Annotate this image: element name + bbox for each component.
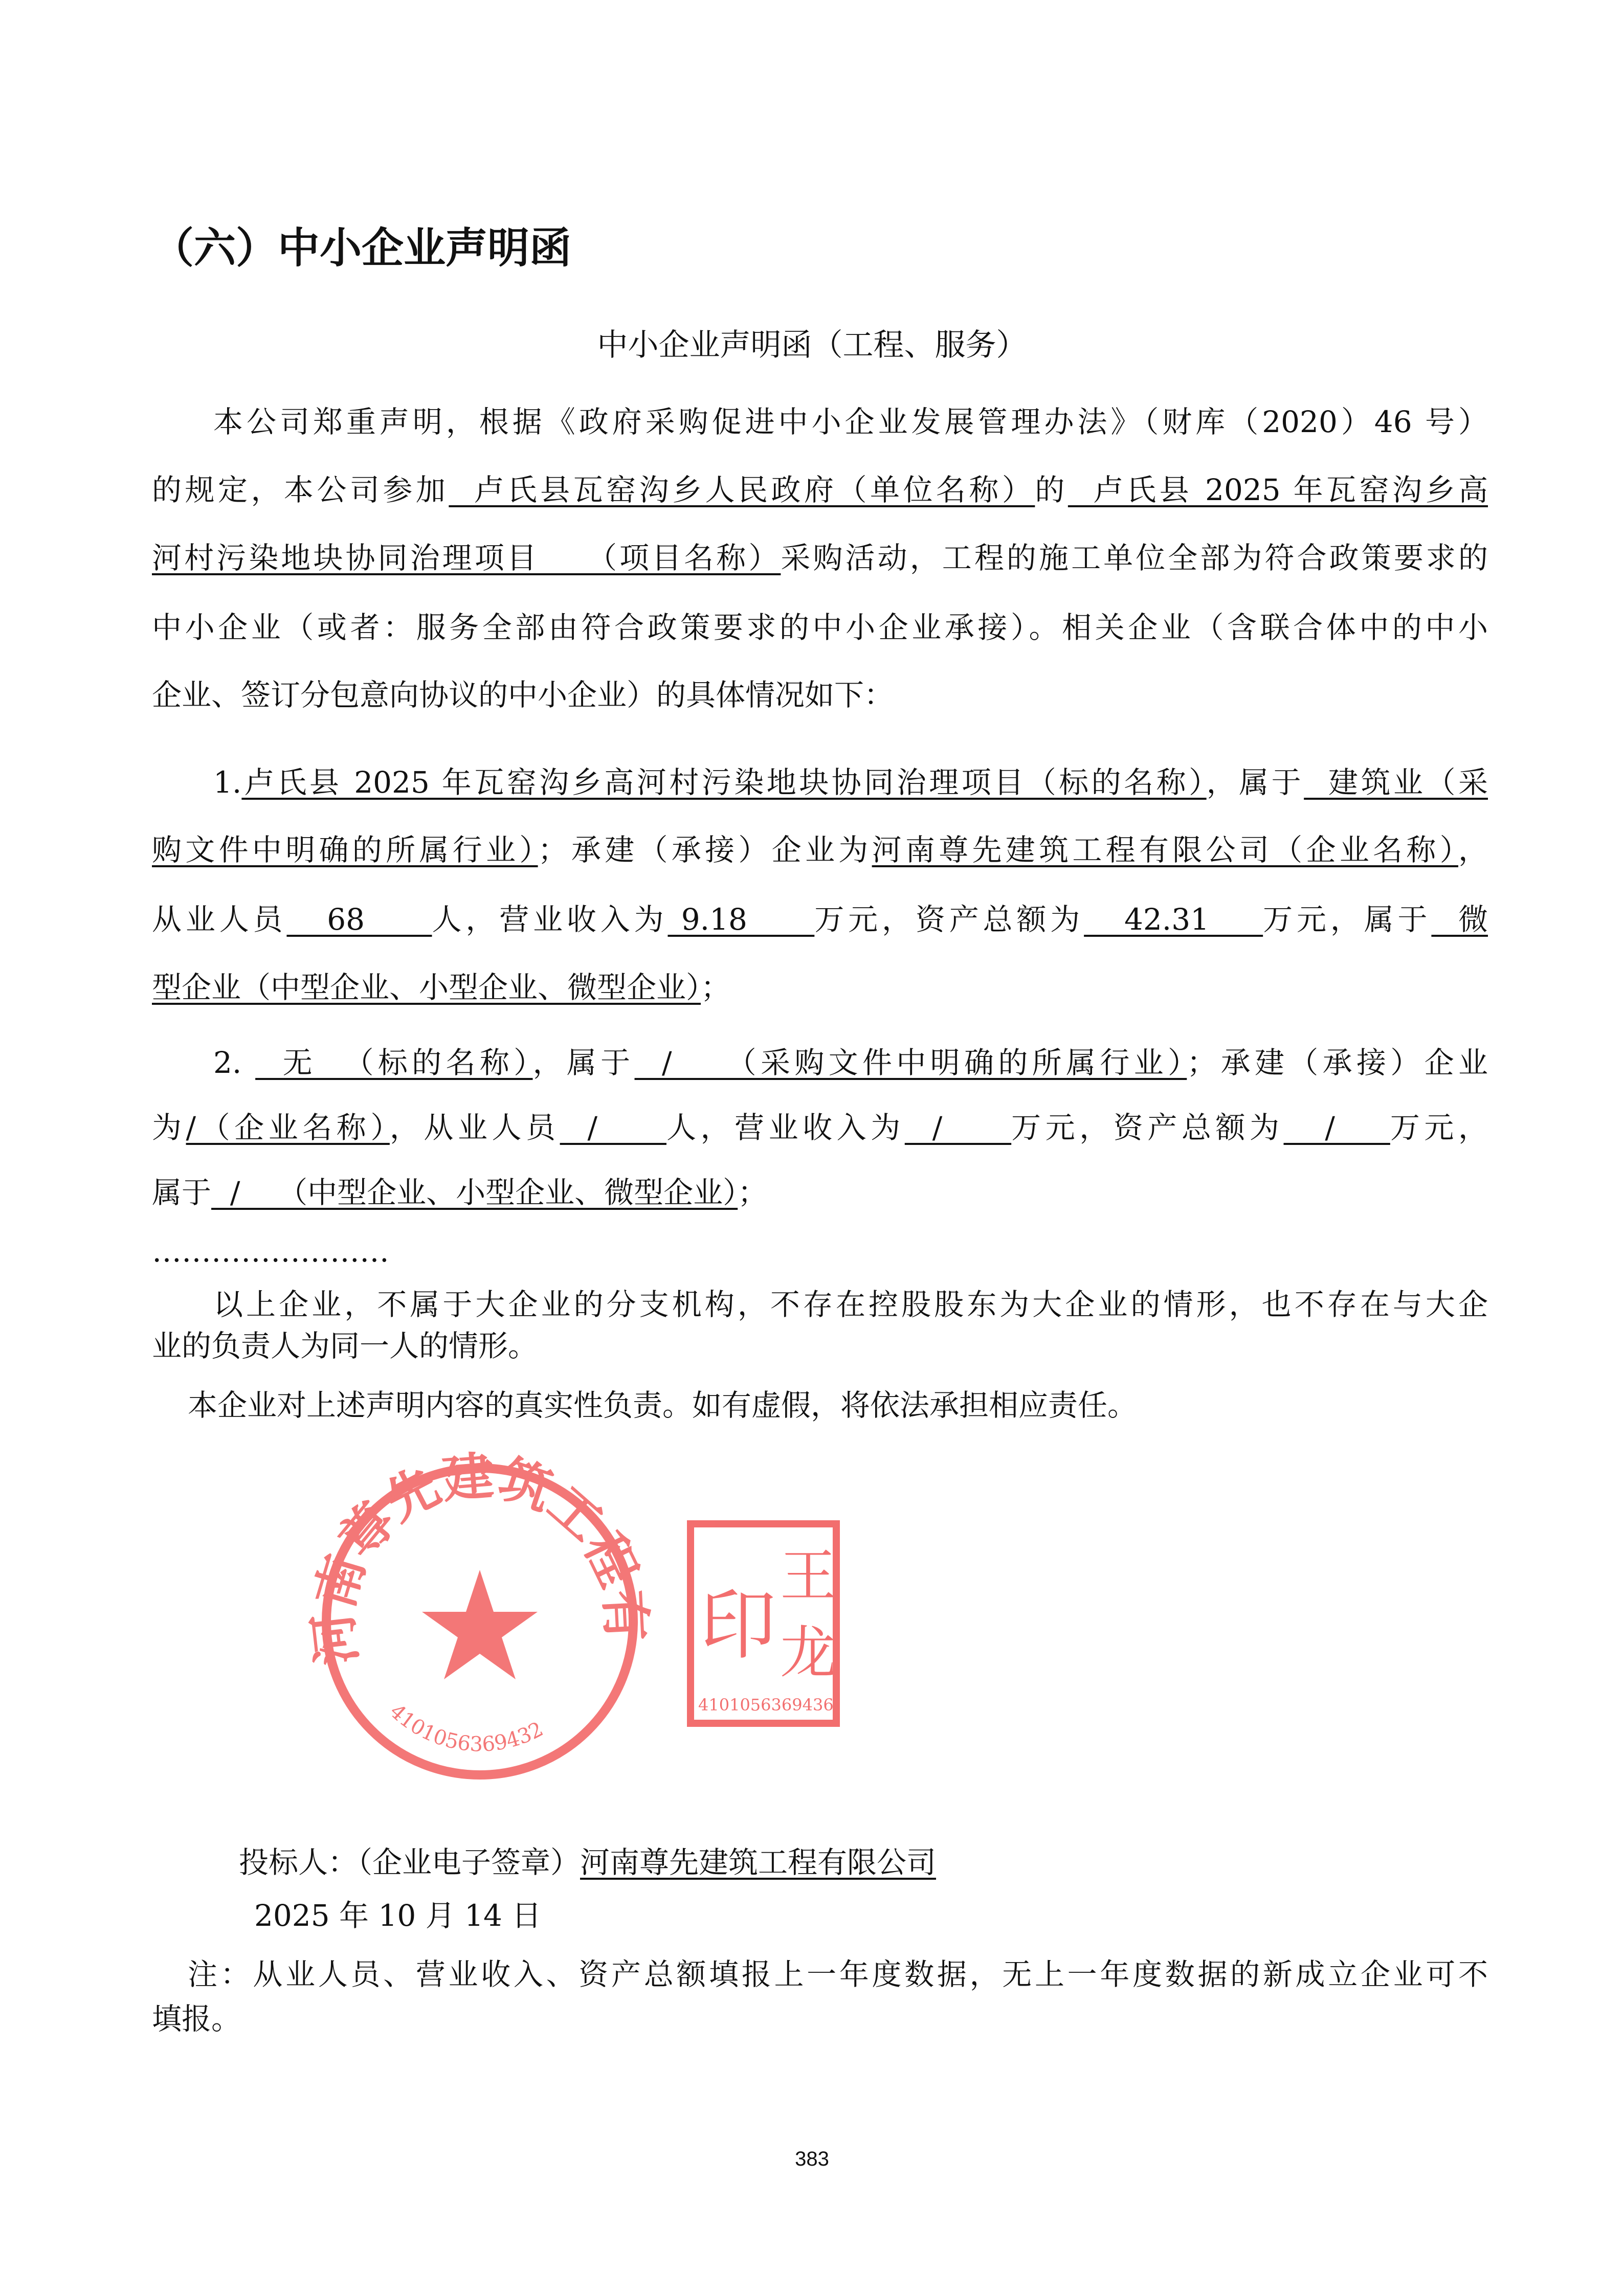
text-segment: 万元，属于 (1263, 902, 1432, 937)
text-line (152, 762, 1488, 803)
company-seal-text: 河南尊先建筑工程有 (302, 1445, 657, 1668)
filled-field: / （采购文件中明确的所属行业） (634, 1045, 1187, 1080)
text-segment: 填报。 (152, 2001, 241, 2036)
filled-field: 无 （标的名称） (255, 1045, 533, 1080)
text-segment: 万元， (1390, 1110, 1488, 1145)
text-line (152, 469, 1488, 510)
text-line (152, 607, 1488, 648)
text-segment: ；承建（承接）企业为 (538, 832, 872, 867)
text-segment: 本公司郑重声明，根据《政府采购促进中小企业发展管理办法》（财库（2020）46 号） (213, 404, 1488, 439)
text-segment: 1. (213, 765, 242, 800)
text-segment: 万元，资产总额为 (1011, 1110, 1284, 1145)
text-line (152, 1172, 1488, 1213)
filled-field: 卢氏县 2025 年瓦窑沟乡高河村污染地块协同治理项目（标的名称） (241, 765, 1207, 800)
text-line (152, 1385, 1488, 1426)
text-segment: 中小企业（或者：服务全部由符合政策要求的中小企业承接）。相关企业（含联合体中的中小 (152, 610, 1488, 645)
filled-field: /（企业名称） (186, 1110, 390, 1145)
text-segment: ， (1458, 832, 1488, 867)
text-line (152, 1954, 1488, 1995)
filled-field: 河村污染地块协同治理项目 （项目名称） (152, 541, 781, 575)
text-line (152, 674, 1488, 715)
text-segment: 万元，资产总额为 (814, 902, 1084, 937)
text-segment: 的规定，本公司参加 (152, 472, 449, 507)
text-line (152, 899, 1488, 940)
filled-field: 购文件中明确的所属行业） (152, 832, 538, 867)
section-heading: （六）中小企业声明函 (152, 224, 572, 273)
filled-field: / （中型企业、小型企业、微型企业） (211, 1175, 738, 1210)
text-line (152, 1895, 1488, 1936)
page-number: 383 (795, 2148, 829, 2170)
text-line (152, 1325, 1488, 1366)
text-segment: ，属于 (1206, 765, 1304, 800)
document-title: 中小企业声明函（工程、服务） (597, 327, 1027, 363)
text-line (152, 1231, 1488, 1272)
filled-field: 河南尊先建筑工程有限公司（企业名称） (872, 832, 1458, 867)
text-segment: 投标人：（企业电子签章） (239, 1845, 581, 1880)
filled-field: / (904, 1110, 1012, 1145)
text-line (152, 537, 1488, 578)
text-line (152, 1042, 1488, 1083)
text-segment: 业的负责人为同一人的情形。 (152, 1329, 538, 1363)
text-segment: 企业、签订分包意向协议的中小企业）的具体情况如下： (152, 678, 894, 712)
personal-seal (691, 1524, 836, 1723)
personal-seal-char-2: 王 (780, 1543, 836, 1609)
filled-field: 河南尊先建筑工程有限公司 (580, 1845, 937, 1880)
filled-field: 建筑业（采 (1304, 765, 1488, 800)
text-segment: 人，营业收入为 (432, 902, 668, 937)
text-line (152, 967, 1488, 1008)
personal-seal-code: 4101056369436 (698, 1695, 834, 1715)
text-line (152, 1284, 1488, 1325)
filled-field: 68 (286, 902, 432, 937)
text-segment: ； (701, 970, 731, 1005)
text-segment: ； (738, 1175, 768, 1210)
text-segment: 为 (152, 1110, 186, 1145)
text-segment: 以上企业，不属于大企业的分支机构，不存在控股股东为大企业的情形，也不存在与大企 (213, 1287, 1488, 1322)
text-line (152, 1842, 1488, 1883)
text-segment: 注：从业人员、营业收入、资产总额填报上一年度数据，无上一年度数据的新成立企业可不 (188, 1957, 1488, 1992)
filled-field: 9.18 (668, 902, 815, 937)
personal-seal-char-3: 龙 (780, 1620, 836, 1685)
text-segment: 本企业对上述声明内容的真实性负责。如有虚假，将依法承担相应责任。 (188, 1388, 1138, 1423)
text-line (152, 1998, 1488, 2039)
filled-field: 微 (1431, 902, 1488, 937)
filled-field: 型企业（中型企业、小型企业、微型企业） (152, 970, 701, 1005)
personal-seal-char-1: 印 (700, 1581, 777, 1670)
text-segment: 属于 (152, 1175, 212, 1210)
text-segment: 人，营业收入为 (666, 1110, 905, 1145)
svg-text:4101056369432 (385, 1700, 547, 1757)
text-line (152, 829, 1488, 870)
filled-field: 卢氏县 2025 年瓦窑沟乡高 (1067, 472, 1488, 507)
text-segment: 2025 年 10 月 14 日 (254, 1898, 542, 1933)
text-segment: ；承建（承接）企业 (1187, 1045, 1488, 1080)
text-segment: ，从业人员 (389, 1110, 560, 1145)
text-segment: 采购活动，工程的施工单位全部为符合政策要求的 (781, 541, 1488, 575)
text-segment: 2. (213, 1045, 256, 1080)
star-icon (422, 1570, 538, 1679)
company-seal-code: 4101056369432 (385, 1699, 547, 1757)
text-segment: …………………… (152, 1234, 389, 1269)
text-line (152, 401, 1488, 442)
text-segment: ，属于 (532, 1045, 635, 1080)
text-segment: 的 (1035, 472, 1068, 507)
filled-field: 卢氏县瓦窑沟乡人民政府（单位名称） (449, 472, 1035, 507)
filled-field: / (1283, 1110, 1390, 1145)
text-segment: 从业人员 (152, 902, 287, 937)
filled-field: 42.31 (1084, 902, 1263, 937)
filled-field: / (560, 1110, 666, 1145)
text-line (152, 1107, 1488, 1148)
